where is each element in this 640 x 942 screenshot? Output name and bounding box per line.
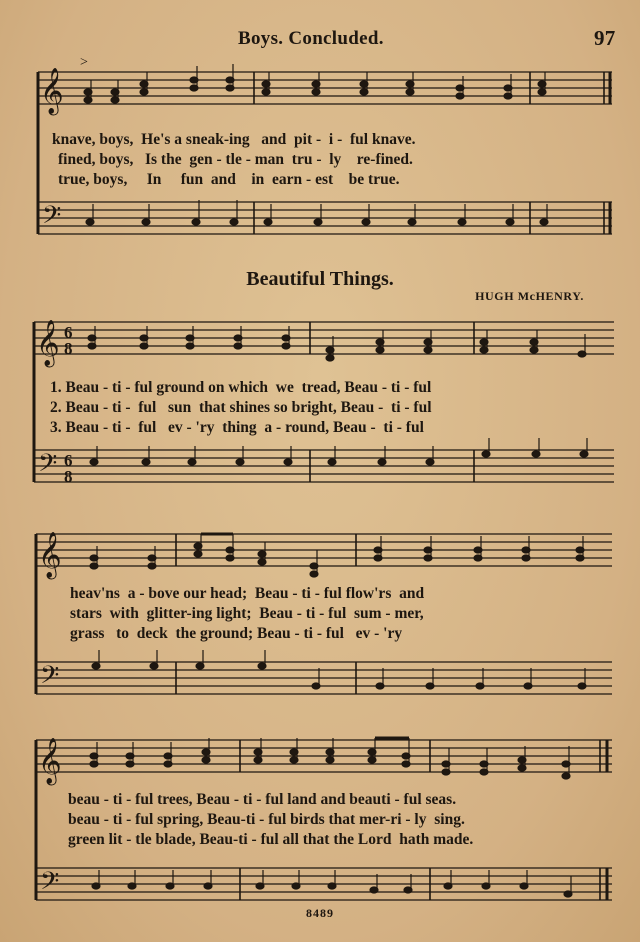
svg-text:𝄞: 𝄞: [38, 532, 62, 578]
svg-text:𝄢: 𝄢: [38, 449, 58, 484]
time-sig-treble-bottom: 8: [64, 339, 73, 358]
song-title: Beautiful Things.: [246, 268, 394, 290]
bass-staff-1: [38, 202, 612, 234]
svg-text:𝄢: 𝄢: [40, 867, 60, 902]
song-author: HUGH McHENRY.: [475, 289, 584, 303]
lyric-line-4-1: beau - ti - ful trees, Beau - ti - ful land and beauti - ful seas.: [68, 791, 457, 808]
svg-text:𝄞: 𝄞: [36, 320, 60, 366]
svg-text:𝄢: 𝄢: [40, 661, 60, 696]
bass-staff-2: [34, 450, 614, 482]
time-sig-bass: 6: [64, 451, 73, 470]
bass-clef: 𝄢: [42, 201, 62, 236]
lyric-line-3-2: stars with glitter-ing light; Beau - ti - ful sum - mer,: [70, 605, 424, 622]
plate-number: 8489: [306, 906, 334, 920]
running-header: Boys. Concluded.: [238, 28, 384, 49]
treble-staff-2: [34, 322, 614, 354]
lyric-line-4-3: green lit - tle blade, Beau-ti - ful all that the Lord hath made.: [68, 831, 474, 848]
lyric-line-2-2: 2. Beau - ti - ful sun that shines so bright, Beau - ti - ful: [50, 399, 432, 416]
time-sig-treble: 6: [64, 323, 73, 342]
treble-staff-1: [38, 72, 612, 104]
treble-clef: 𝄞: [40, 68, 64, 114]
svg-text:𝄞: 𝄞: [38, 738, 62, 784]
lyric-line-1-1: knave, boys, He's a sneak-ing and pit - i - ful knave.: [52, 131, 416, 148]
page-number: 97: [594, 26, 616, 50]
lyric-line-3-3: grass to deck the ground; Beau - ti - ful ev - 'ry: [70, 625, 403, 642]
lyric-line-2-3: 3. Beau - ti - ful ev - 'ry thing a - round, Beau - ti - ful: [50, 419, 424, 436]
lyric-line-2-1: 1. Beau - ti - ful ground on which we tread, Beau - ti - ful: [50, 379, 432, 396]
lyric-line-3-1: heav'ns a - bove our head; Beau - ti - ful flow'rs and: [70, 585, 425, 602]
lyric-line-1-3: true, boys, In fun and in earn - est be true.: [58, 171, 400, 188]
svg-text:>: >: [80, 55, 88, 70]
time-sig-bass-bottom: 8: [64, 467, 73, 486]
lyric-line-1-2: fined, boys, Is the gen - tle - man tru - ly re-fined.: [58, 151, 413, 168]
lyric-line-4-2: beau - ti - ful spring, Beau-ti - ful birds that mer-ri - ly sing.: [68, 811, 465, 828]
